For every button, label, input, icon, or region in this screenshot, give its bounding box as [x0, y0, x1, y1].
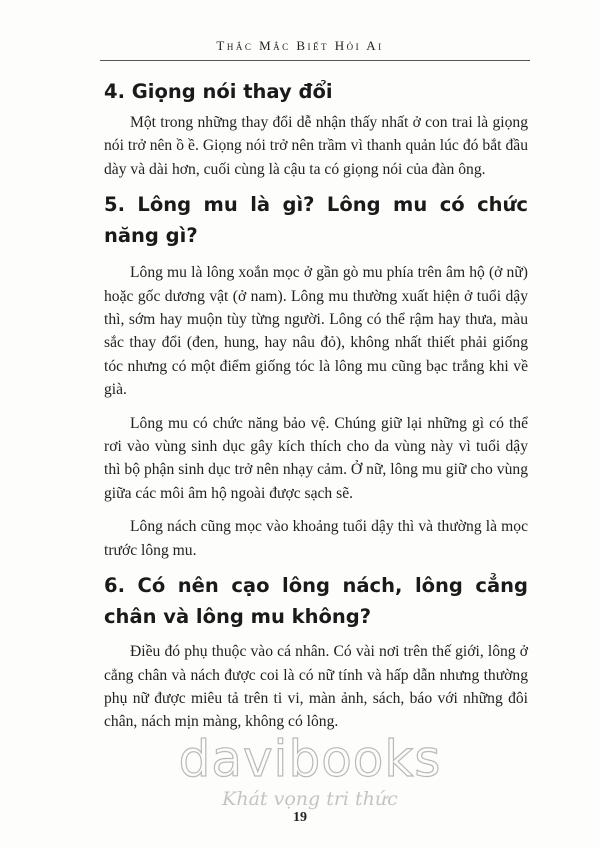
watermark-logo: davibooks [178, 730, 442, 788]
running-head: Thắc Mắc Biết Hỏi Ai [216, 38, 384, 53]
page-body [104, 76, 528, 734]
watermark-tagline: Khát vọng tri thức [222, 788, 398, 810]
section-5-title: 5. Lông mu là gì? Lông mu có chức năng gì? [104, 193, 528, 248]
page-number: 19 [293, 810, 307, 825]
section-5-paragraph-3: Lông nách cũng mọc vào khoảng tuổi dậy thì và thường là mọc trước lông mu. [104, 518, 528, 559]
section-6-paragraph-1: Điều đó phụ thuộc vào cá nhân. Có vài nơi trên thế giới, lông ở cẳng chân và nách được coi là có nữ tính và hấp dẫn nhưng thường phụ nữ được miêu tả trên ti vi, màn ảnh, sách, báo với những đôi chân, nách mịn màng, không có lông. [104, 643, 528, 731]
section-6-title: 6. Có nên cạo lông nách, lông cẳng chân và lông mu không? [104, 574, 528, 629]
section-5-paragraph-2: Lông mu có chức năng bảo vệ. Chúng giữ lại những gì có thể rơi vào vùng sinh dục gây kích thích cho da vùng này vì tuổi dậy thì bộ phận sinh dục trở nên nhạy cảm. Ở nữ, lông mu giữ cho vùng giữa các môi âm hộ ngoài được sạch sẽ. [104, 414, 528, 502]
section-4-paragraph-1: Một trong những thay đổi dễ nhận thấy nhất ở con trai là giọng nói trở nên ồ ề. Giọng nói trở nên trầm vì thanh quản lúc đó bắt đầu dày và dài hơn, cuối cùng là cậu ta có giọng nói của đàn ông. [104, 114, 528, 178]
section-5-paragraph-1: Lông mu là lông xoắn mọc ở gần gò mu phía trên âm hộ (ở nữ) hoặc gốc dương vật (ở nam). Lông mu thường xuất hiện ở tuổi dậy thì, sớm hay muộn tùy từng người. Lông có thể rậm hay thưa, màu sắc thay đổi (đen, hung, hay nâu đỏ), không nhất thiết phải giống tóc nhưng có một điểm giống tóc là lông mu cũng bạc trắng khi về già. [104, 264, 528, 399]
header-divider [100, 60, 530, 61]
section-4-title: 4. Giọng nói thay đổi [104, 80, 333, 103]
